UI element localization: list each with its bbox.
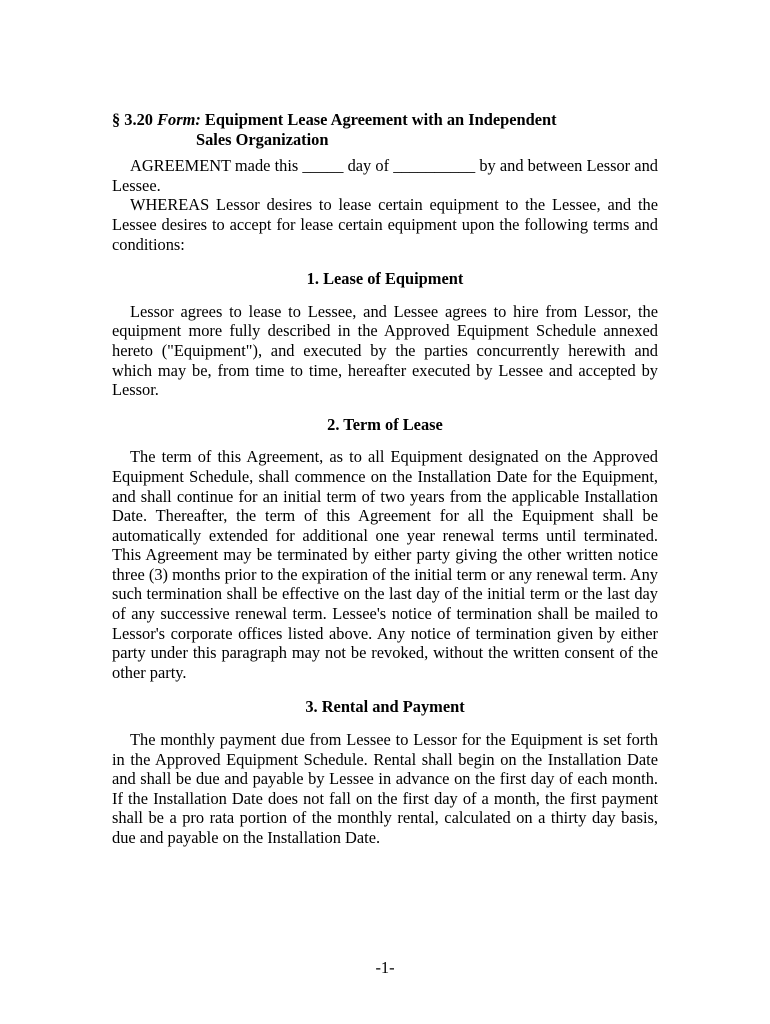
document-title [112, 110, 658, 149]
section-heading-lease-of-equipment: 1. Lease of Equipment [306, 269, 464, 289]
section-body-term-of-lease: The term of this Agreement, as to all Equipment designated on the Approved Equipment Schedule, shall commence on the Installation Date for the Equipment, and shall continue for an initial term of two years from the applicable Installation Date. Thereafter, the term of this Agreement for all the Equipment shall be automatically extended for additional one year renewal terms until terminated. This Agreement may be terminated by either party giving the other written notice three (3) months prior to the expiration of the initial term or any renewal term. Any such termination shall be effective on the last day of the initial term or the last day of any successive renewal term. Lessee's notice of termination shall be mailed to Lessor's corporate offices listed above. Any notice of termination given by either party under this paragraph may not be revoked, without the written consent of the other party. [112, 447, 658, 682]
page-number: -1- [375, 958, 395, 977]
month-blank: __________ [393, 156, 476, 176]
title-text-1: Equipment Lease Agreement with an Independent [204, 110, 557, 129]
section-body-lease-of-equipment: Lessor agrees to lease to Lessee, and Lessee agrees to hire from Lessor, the equipment more fully described in the Approved Equipment Schedule annexed hereto ("Equipment"), and executed by the parties concurrently herewith and which may be, from time to time, hereafter executed by Lessee and accepted by Lessor. [112, 301, 658, 400]
agreement-intro-paragraph [112, 156, 658, 195]
section-heading-term-of-lease: 2. Term of Lease [327, 414, 443, 434]
day-blank: _____ [302, 156, 344, 176]
document-page [112, 110, 658, 848]
intro-text-a: AGREEMENT made this [130, 156, 299, 176]
title-line-1 [112, 110, 658, 130]
section-body-rental-and-payment: The monthly payment due from Lessee to Lessor for the Equipment is set forth in the Approved Equipment Schedule. Rental shall begin on the Installation Date and shall be due and payable by Lessee in advance on the first day of each month. If the Installation Date does not fall on the first day of a month, the first payment shall be a pro rata portion of the monthly rental, calculated on a thirty day basis, due and payable on the Installation Date. [112, 730, 658, 847]
whereas-paragraph: WHEREAS Lessor desires to lease certain equipment to the Lessee, and the Lessee desires to accept for lease certain equipment upon the following terms and conditions: [112, 195, 658, 254]
section-number: § 3.20 [112, 110, 153, 129]
form-label: Form: [157, 110, 201, 129]
title-line-2: Sales Organization [196, 129, 329, 149]
intro-text-b: day of [347, 156, 390, 176]
section-heading-rental-and-payment: 3. Rental and Payment [305, 697, 465, 717]
intro-text-c: by and between Lessor and Lessee. [112, 156, 658, 195]
